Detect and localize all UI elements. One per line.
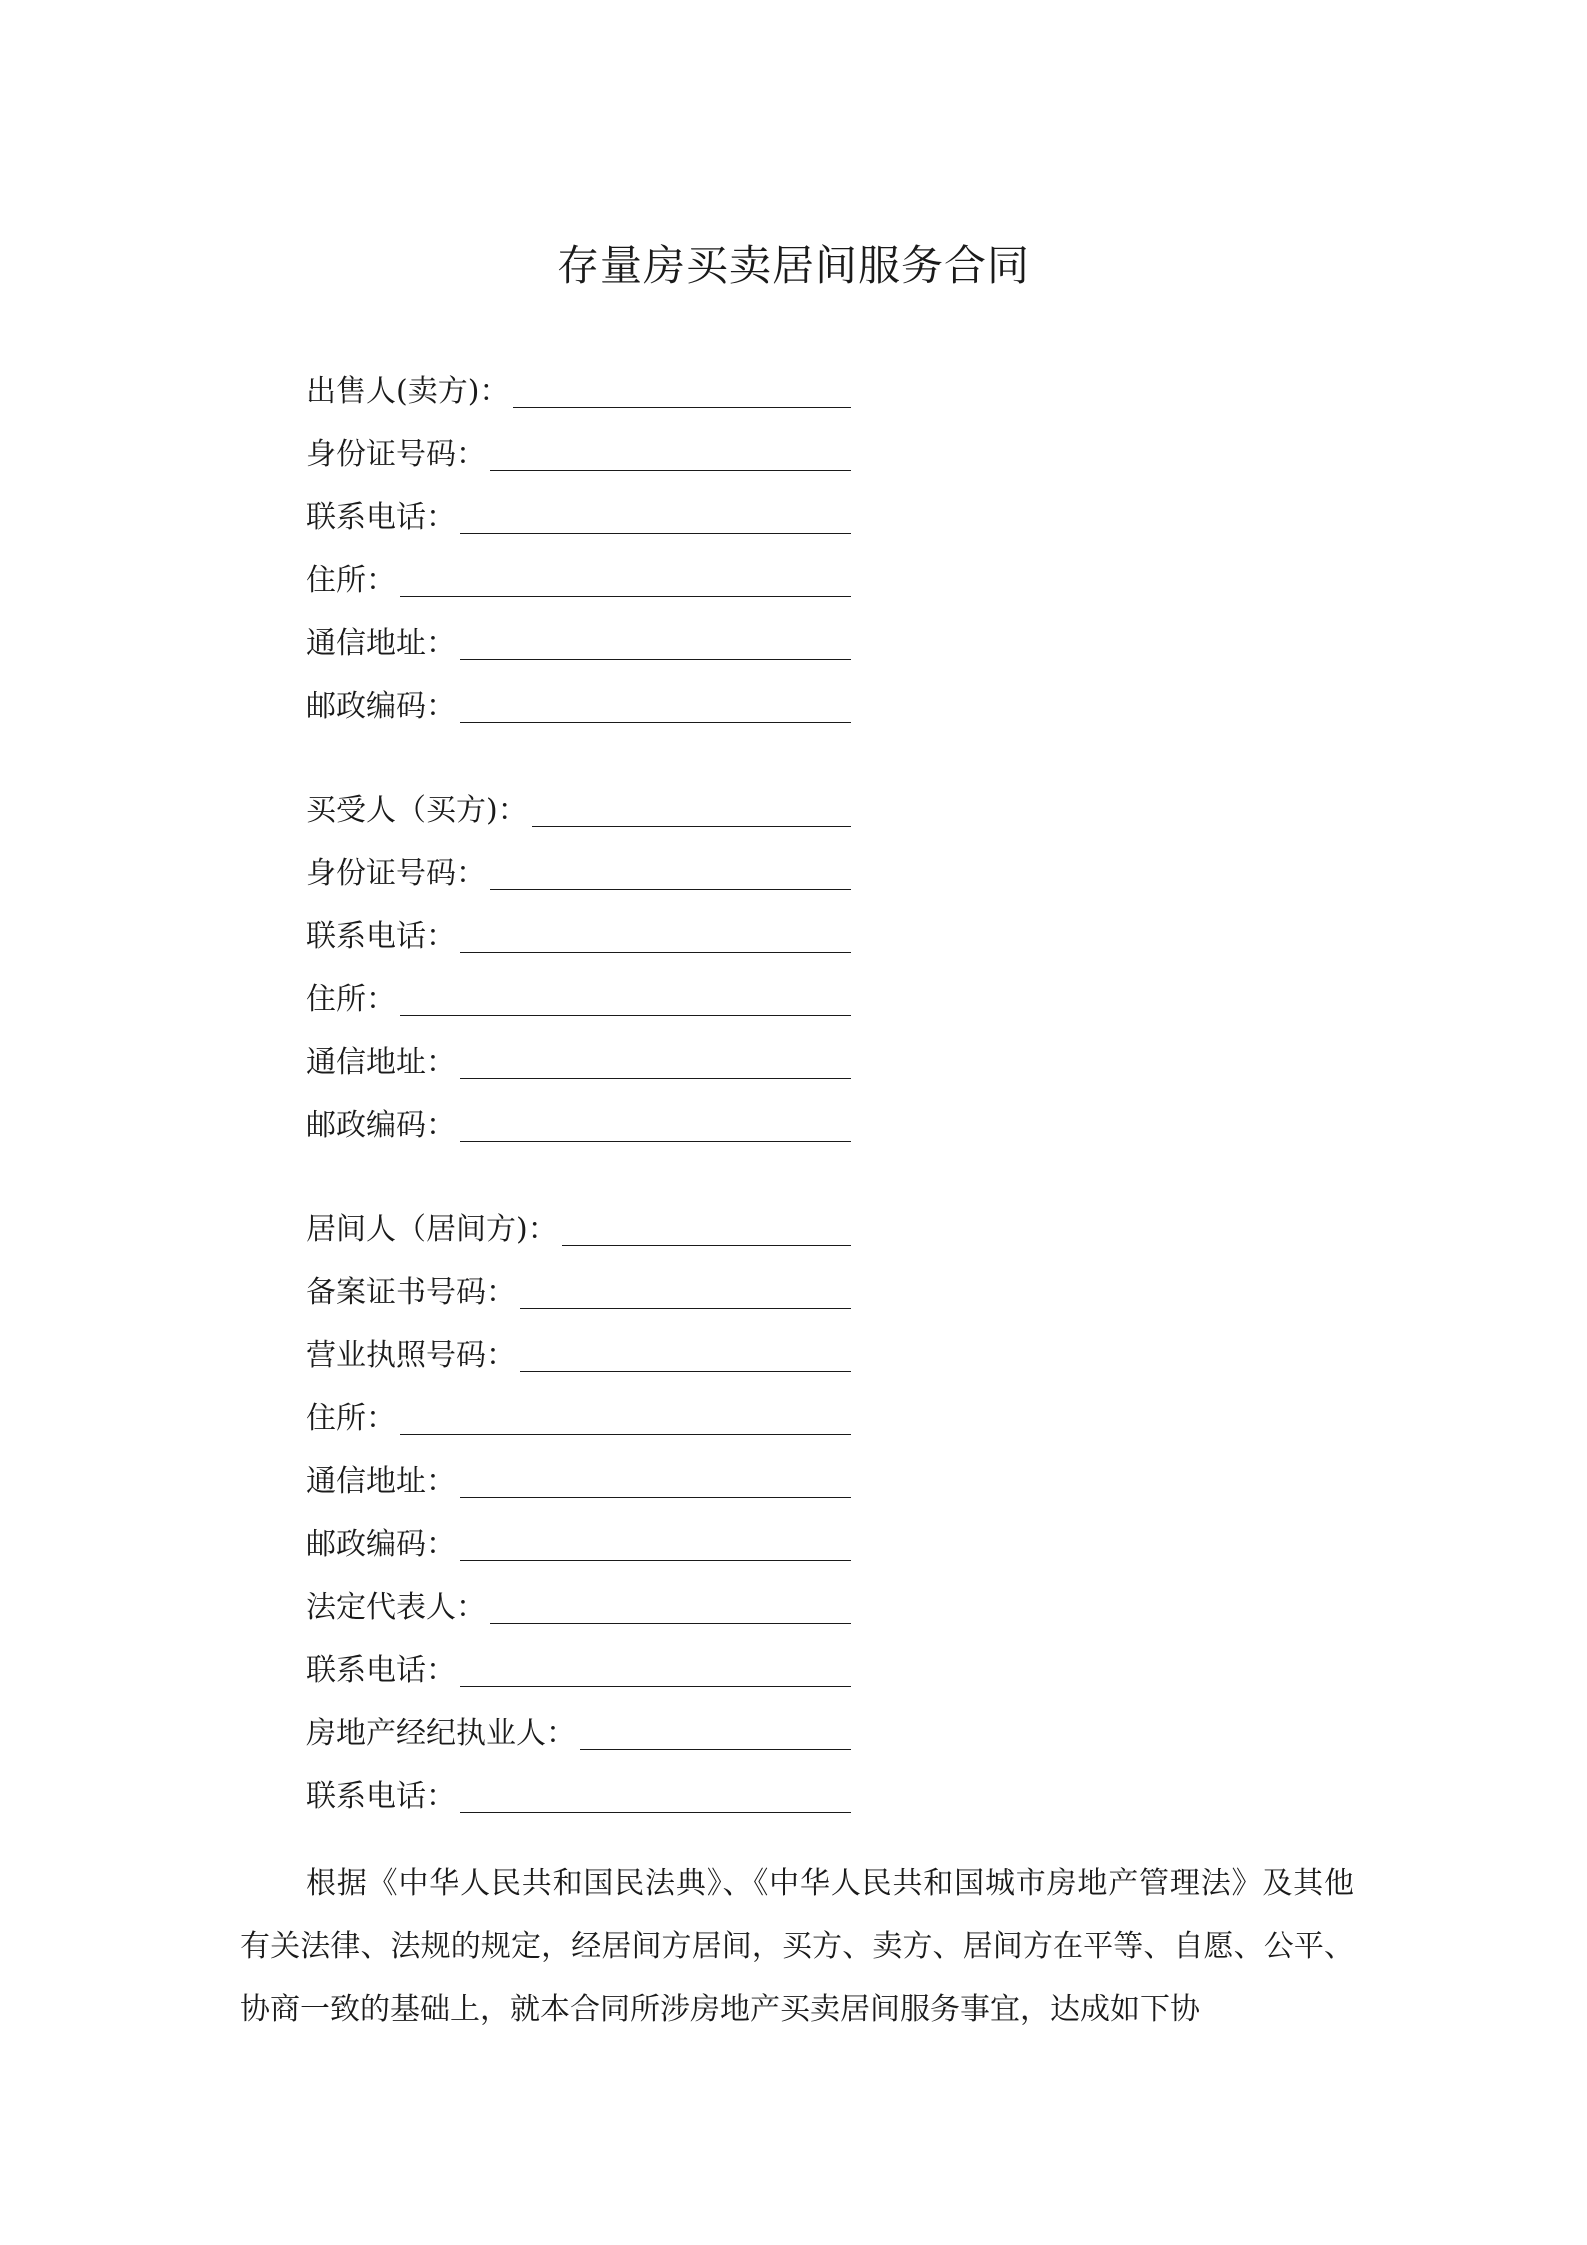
field-label: 房地产经纪执业人：: [306, 1716, 576, 1751]
seller-name-field: [306, 351, 851, 414]
broker-residence-field: [306, 1378, 851, 1441]
buyer-phone-blank[interactable]: [460, 922, 851, 953]
field-label: 身份证号码：: [306, 856, 486, 891]
broker-phone-blank[interactable]: [460, 1656, 851, 1687]
buyer-id-field: [306, 833, 851, 896]
seller-address-field: [306, 603, 851, 666]
buyer-phone-field: [306, 896, 851, 959]
field-label: 住所：: [306, 563, 396, 598]
buyer-id-blank[interactable]: [490, 859, 851, 890]
field-label: 联系电话：: [306, 1653, 456, 1688]
field-label: 邮政编码：: [306, 689, 456, 724]
broker-license-blank[interactable]: [520, 1341, 851, 1372]
broker-postcode-field: [306, 1504, 851, 1567]
buyer-name-blank[interactable]: [532, 796, 851, 827]
field-label: 备案证书号码：: [306, 1275, 516, 1310]
seller-address-blank[interactable]: [460, 629, 851, 660]
broker-legal-rep-field: [306, 1567, 851, 1630]
seller-residence-field: [306, 540, 851, 603]
field-label: 通信地址：: [306, 626, 456, 661]
broker-agent-phone-field: [306, 1756, 851, 1819]
buyer-postcode-field: [306, 1085, 851, 1148]
field-label: 住所：: [306, 982, 396, 1017]
field-label: 通信地址：: [306, 1045, 456, 1080]
broker-phone-field: [306, 1630, 851, 1693]
field-label: 通信地址：: [306, 1464, 456, 1499]
broker-registration-blank[interactable]: [520, 1278, 851, 1309]
field-label: 买受人（买方)：: [306, 793, 528, 828]
page-title: 存量房买卖居间服务合同: [556, 241, 1030, 290]
broker-license-field: [306, 1315, 851, 1378]
seller-name-blank[interactable]: [513, 377, 851, 408]
broker-postcode-blank[interactable]: [460, 1530, 851, 1561]
broker-agent-phone-blank[interactable]: [460, 1782, 851, 1813]
field-label: 住所：: [306, 1401, 396, 1436]
field-label: 联系电话：: [306, 500, 456, 535]
seller-id-field: [306, 414, 851, 477]
broker-agent-blank[interactable]: [580, 1719, 851, 1750]
seller-postcode-blank[interactable]: [460, 692, 851, 723]
preamble-paragraph: 根据《中华人民共和国民法典》、《中华人民共和国城市房地产管理法》及其他有关法律、法规的规定，经居间方居间，买方、卖方、居间方在平等、自愿、公平、协商一致的基础上，就本合同所涉房地产买卖居间服务事宜，达成如下协: [240, 1866, 1354, 2027]
broker-name-blank[interactable]: [562, 1215, 851, 1246]
broker-name-field: [306, 1189, 851, 1252]
field-label: 法定代表人：: [306, 1590, 486, 1625]
broker-address-blank[interactable]: [460, 1467, 851, 1498]
field-label: 联系电话：: [306, 919, 456, 954]
seller-postcode-field: [306, 666, 851, 729]
broker-address-field: [306, 1441, 851, 1504]
broker-registration-field: [306, 1252, 851, 1315]
field-label: 居间人（居间方)：: [306, 1212, 558, 1247]
seller-phone-blank[interactable]: [460, 503, 851, 534]
buyer-postcode-blank[interactable]: [460, 1111, 851, 1142]
seller-id-blank[interactable]: [490, 440, 851, 471]
buyer-residence-field: [306, 959, 851, 1022]
field-label: 联系电话：: [306, 1779, 456, 1814]
buyer-address-blank[interactable]: [460, 1048, 851, 1079]
broker-section: [306, 1189, 851, 1819]
seller-section: [306, 351, 851, 729]
field-label: 营业执照号码：: [306, 1338, 516, 1373]
buyer-address-field: [306, 1022, 851, 1085]
broker-agent-field: [306, 1693, 851, 1756]
field-label: 出售人(卖方)：: [306, 374, 510, 409]
seller-residence-blank[interactable]: [400, 566, 851, 597]
buyer-name-field: [306, 770, 851, 833]
field-label: 邮政编码：: [306, 1527, 456, 1562]
seller-phone-field: [306, 477, 851, 540]
buyer-residence-blank[interactable]: [400, 985, 851, 1016]
broker-legal-rep-blank[interactable]: [490, 1593, 851, 1624]
broker-residence-blank[interactable]: [400, 1404, 851, 1435]
field-label: 邮政编码：: [306, 1108, 456, 1143]
field-label: 身份证号码：: [306, 437, 486, 472]
buyer-section: [306, 770, 851, 1148]
